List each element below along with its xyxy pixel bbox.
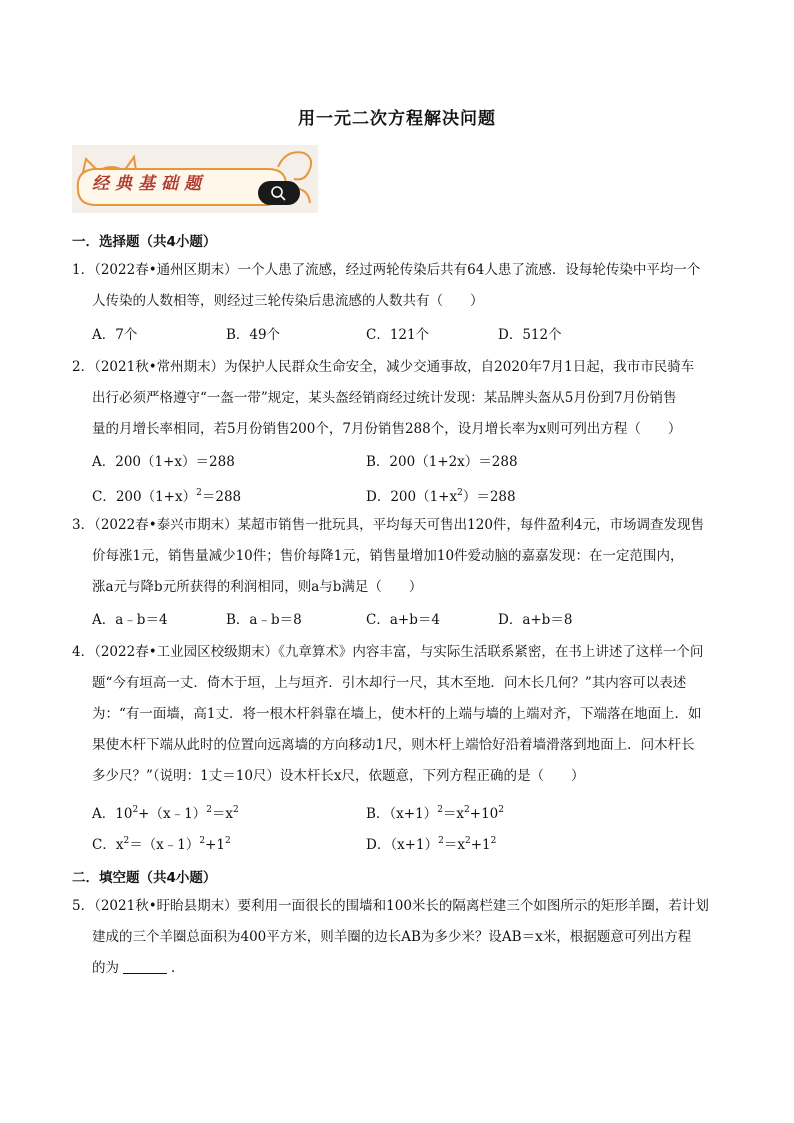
option-a[interactable]: A．$10^2+(x﹣1)^2=x^2$ bbox=[92, 805, 239, 822]
question-4-line-4: 果使木杆下端从此时的位置向远离墙的方向移动1尺，则木杆上端恰好沿着墙滑落到地面上．问木杆长 bbox=[92, 737, 695, 753]
question-3-line-2: 价每涨1元，销售量减少10件；售价每降1元，销售量增加10件爱动脑的嘉嘉发现：在一定范围内， bbox=[92, 548, 684, 564]
page-title: 用一元二次方程解决问题 bbox=[298, 109, 496, 129]
question-5-line-1: 5．（2021秋•盱眙县期末）要利用一面很长的围墙和100米长的隔离栏建三个如图所示的矩形羊圈，若计划 bbox=[72, 898, 709, 914]
option-b[interactable]: B．$(x+1)^2=x^2+10^2$ bbox=[366, 805, 505, 822]
question-4 bbox=[72, 637, 728, 792]
banner bbox=[72, 145, 318, 213]
option-c[interactable]: C．$200(1+x)^2=288$ bbox=[92, 488, 242, 505]
question-3-line-1: 3．（2022春•泰兴市期末）某超市销售一批玩具，平均每天可售出120件，每件盈利4元，市场调查发现售 bbox=[72, 517, 705, 533]
option-a[interactable]: A．7个 bbox=[92, 327, 138, 343]
question-1-line-2: 人传染的人数相等，则经过三轮传染后患流感的人数共有（ ） bbox=[92, 293, 484, 309]
option-d[interactable]: D．512个 bbox=[498, 327, 562, 343]
option-b[interactable]: B．a﹣b＝8 bbox=[226, 612, 302, 628]
question-2 bbox=[72, 352, 728, 445]
answer-blank[interactable] bbox=[123, 961, 167, 974]
question-5-line-2: 建成的三个羊圈总面积为400平方米，则羊圈的边长AB为多少米？设AB＝x米，根据题意可列出方程 bbox=[92, 929, 692, 945]
question-4-line-2: 题“今有垣高一丈．倚木于垣，上与垣齐．引木却行一尺，其木至地．问木长几何？”其内容可以表述 bbox=[92, 675, 687, 691]
option-a[interactable]: A．200（1+x）＝288 bbox=[92, 454, 235, 470]
option-b[interactable]: B．49个 bbox=[226, 327, 281, 343]
question-3 bbox=[72, 510, 728, 603]
option-c[interactable]: C．$x^2=(x﹣1)^2+1^2$ bbox=[92, 836, 231, 853]
section-heading-fill: 二．填空题（共4小题） bbox=[72, 870, 217, 886]
question-1 bbox=[72, 255, 728, 317]
question-4-line-1: 4．（2022春•工业园区校级期末）《九章算术》内容丰富，与实际生活联系紧密，在书上讲述了这样一个问 bbox=[72, 644, 704, 660]
option-d[interactable]: D．$200(1+x^2)=288$ bbox=[366, 488, 516, 505]
question-4-line-3: 为：“有一面墙，高1丈．将一根木杆斜靠在墙上，使木杆的上端与墙的上端对齐，下端落在地面上．如 bbox=[92, 706, 702, 722]
question-5-line-3: 的为 ． bbox=[92, 960, 185, 976]
question-5 bbox=[72, 891, 728, 984]
question-2-line-3: 量的月增长率相同，若5月份销售200个，7月份销售288个，设月增长率为x则可列出方程（ ） bbox=[92, 421, 682, 437]
question-2-line-1: 2．（2021秋•常州期末）为保护人民群众生命安全，减少交通事故，自2020年7月1日起，我市市民骑车 bbox=[72, 359, 695, 375]
banner-text: 经典基础题 bbox=[92, 174, 207, 194]
option-a[interactable]: A．a﹣b＝4 bbox=[92, 612, 168, 628]
question-3-line-3: 涨a元与降b元所获得的利润相同，则a与b满足（ ） bbox=[92, 579, 423, 595]
question-1-line-1: 1．（2022春•通州区期末）一个人患了流感，经过两轮传染后共有64人患了流感．设每轮传染中平均一个 bbox=[72, 262, 701, 278]
option-b[interactable]: B．200（1+2x）＝288 bbox=[366, 454, 518, 470]
option-d[interactable]: D．a+b＝8 bbox=[498, 612, 573, 628]
option-c[interactable]: C．a+b＝4 bbox=[366, 612, 440, 628]
option-c[interactable]: C．121个 bbox=[366, 327, 430, 343]
question-4-line-5: 多少尺？”（说明：1丈＝10尺）设木杆长x尺，依题意，下列方程正确的是（ ） bbox=[92, 768, 585, 784]
question-2-line-2: 出行必须严格遵守“一盔一带”规定，某头盔经销商经过统计发现：某品牌头盔从5月份到7月份销售 bbox=[92, 390, 677, 406]
option-d[interactable]: D．$(x+1)^2=x^2+1^2$ bbox=[366, 836, 497, 853]
section-heading-choice: 一．选择题（共4小题） bbox=[72, 234, 217, 250]
